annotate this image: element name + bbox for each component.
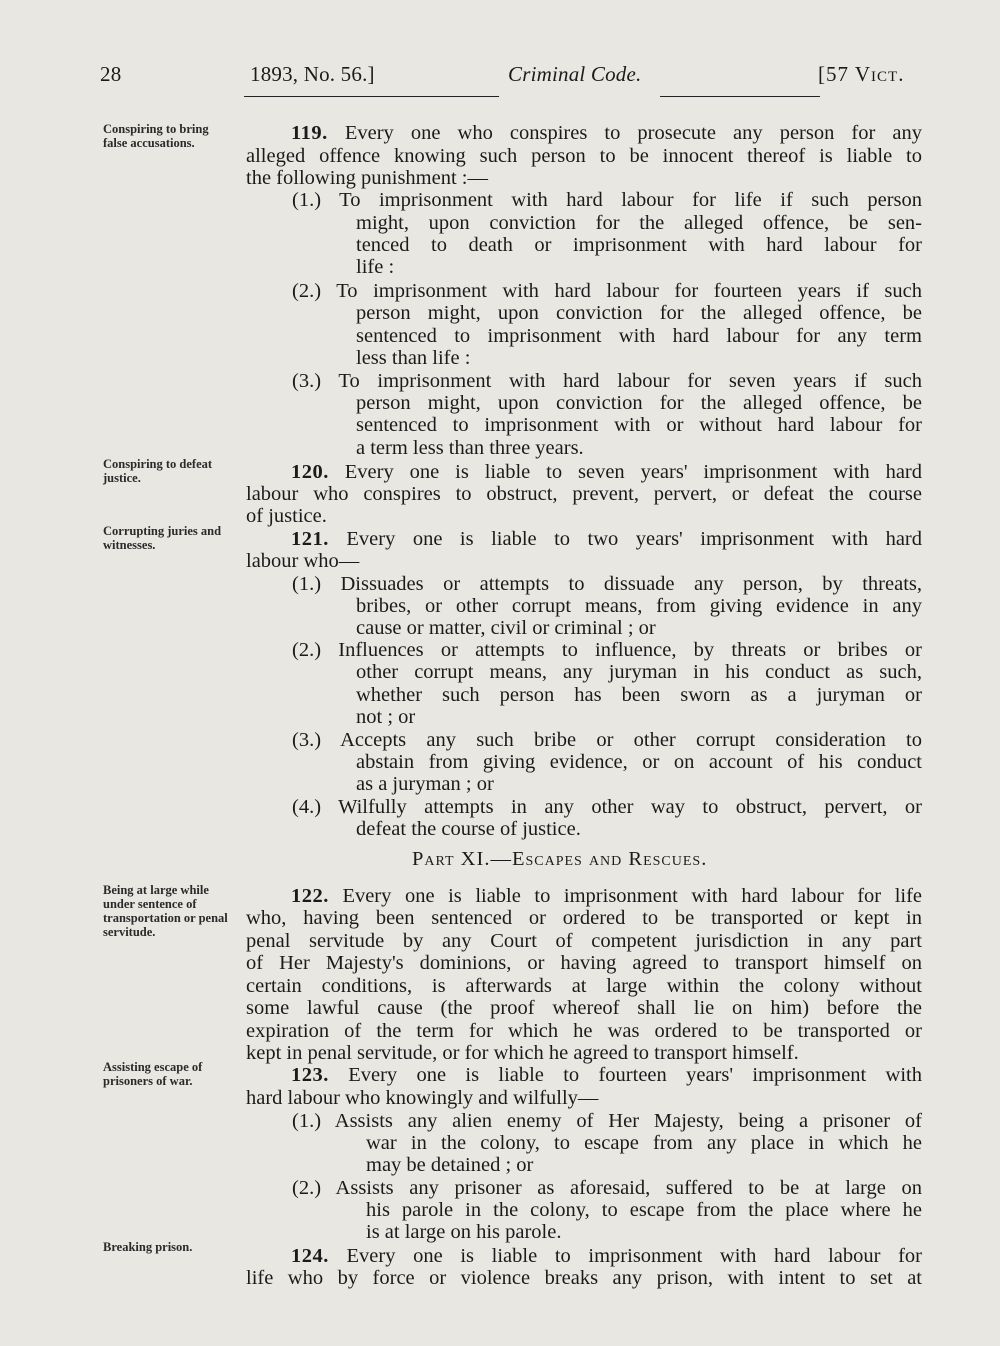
text-line	[246, 1042, 799, 1064]
section-line-start	[291, 1245, 922, 1267]
line-text: war in the colony, to escape from any place in which he	[366, 1132, 922, 1154]
text-line	[246, 1020, 922, 1042]
text-line	[246, 167, 488, 189]
regnal-year: [57 Vict.	[818, 62, 905, 86]
text-line	[246, 1087, 598, 1109]
line-text: To imprisonment with hard labour for seven years if such	[338, 370, 922, 392]
line-text: Dissuades or attempts to dissuade any person, by threats,	[340, 573, 923, 595]
section-line-start	[292, 370, 922, 392]
subsection-number: (3.)	[292, 729, 322, 751]
line-text: who, having been sentenced or ordered to be transported or kept in	[246, 907, 922, 929]
text-line	[356, 661, 922, 683]
line-text: Every one who conspires to prosecute any person for any	[344, 122, 922, 144]
line-text: To imprisonment with hard labour for life if such person	[339, 189, 922, 211]
section-line-start	[292, 573, 922, 595]
text-line	[356, 302, 922, 324]
line-text: labour who conspires to obstruct, prevent, pervert, or defeat the course	[246, 483, 922, 505]
line-text: a term less than three years.	[356, 437, 584, 459]
line-text: not ; or	[356, 706, 416, 728]
margin-note-123: Assisting escape of prisoners of war.	[103, 1060, 203, 1088]
line-text: defeat the course of justice.	[356, 818, 581, 840]
subsection-number: (2.)	[292, 1177, 322, 1199]
line-text: kept in penal servitude, or for which he agreed to transport himself.	[246, 1042, 799, 1064]
line-text: certain conditions, is afterwards at large within the colony without	[246, 975, 922, 997]
line-text: some lawful cause (the proof whereof shall lie on him) before the	[246, 997, 922, 1019]
text-line	[366, 1199, 922, 1221]
section-line-start	[291, 122, 922, 144]
header-rule-right	[660, 96, 820, 97]
section-number: 124.	[291, 1245, 329, 1267]
line-text: the following punishment :—	[246, 167, 488, 189]
line-text: life :	[356, 256, 395, 278]
line-text: person might, upon conviction for the alleged offence, be	[356, 392, 922, 414]
text-line	[246, 505, 327, 527]
line-text: less than life :	[356, 347, 471, 369]
text-line	[356, 706, 415, 728]
line-text: alleged offence knowing such person to be innocent thereof is liable to	[246, 145, 922, 167]
text-line	[246, 952, 922, 974]
line-text: Influences or attempts to influence, by threats or bribes or	[338, 639, 922, 661]
section-line-start	[292, 189, 922, 211]
header-rule-left	[244, 96, 499, 97]
line-text: hard labour who knowingly and wilfully—	[246, 1087, 599, 1109]
line-text: tenced to death or imprisonment with hard labour for	[356, 234, 922, 256]
text-line	[356, 347, 470, 369]
line-text: Every one is liable to fourteen years' imprisonment with	[348, 1064, 922, 1086]
line-text: bribes, or other corrupt means, from giving evidence in any	[356, 595, 922, 617]
line-text: Assists any alien enemy of Her Majesty, being a prisoner of	[334, 1110, 923, 1132]
line-text: person might, upon conviction for the alleged offence, be	[356, 302, 922, 324]
subsection-number: (2.)	[292, 280, 322, 302]
section-line-start	[292, 729, 922, 751]
act-reference: 1893, No. 56.]	[250, 62, 375, 86]
section-line-start	[292, 1110, 922, 1132]
text-line	[246, 1267, 922, 1289]
text-line	[356, 414, 922, 436]
text-line	[356, 437, 584, 459]
section-line-start	[292, 796, 922, 818]
subsection-number: (4.)	[292, 796, 322, 818]
margin-note-119: Conspiring to bring false accusations.	[103, 122, 209, 150]
text-line	[246, 907, 922, 929]
section-line-start	[291, 528, 922, 550]
section-line-start	[291, 1064, 922, 1086]
text-line	[356, 773, 494, 795]
margin-note-124: Breaking prison.	[103, 1240, 193, 1254]
line-text: is at large on his parole.	[366, 1221, 562, 1243]
text-line	[356, 595, 922, 617]
line-text: cause or matter, civil or criminal ; or	[356, 617, 656, 639]
page-number: 28	[100, 62, 122, 86]
line-text: whether such person has been sworn as a juryman or	[356, 684, 922, 706]
text-line	[356, 751, 922, 773]
line-text: Every one is liable to imprisonment with hard labour for	[346, 1245, 922, 1267]
subsection-number: (3.)	[292, 370, 322, 392]
section-number: 120.	[291, 461, 329, 483]
margin-note-122: Being at large while under sentence of transportation or penal servitude.	[103, 883, 228, 939]
line-text: expiration of the term for which he was ordered to be transported or	[246, 1020, 922, 1042]
text-line	[366, 1221, 561, 1243]
text-line	[246, 550, 359, 572]
section-number: 122.	[291, 885, 329, 907]
text-line	[356, 684, 922, 706]
text-line	[356, 256, 394, 278]
margin-note-120: Conspiring to defeat justice.	[103, 457, 213, 485]
line-text: as a juryman ; or	[356, 773, 494, 795]
line-text: life who by force or violence breaks any prison, with intent to set at	[246, 1267, 922, 1289]
text-line	[356, 818, 581, 840]
running-title: Criminal Code.	[508, 62, 642, 86]
section-line-start	[292, 639, 922, 661]
line-text: Assists any prisoner as aforesaid, suffered to be at large on	[335, 1177, 922, 1199]
text-line	[246, 930, 922, 952]
line-text: sentenced to imprisonment with hard labour for any term	[356, 325, 922, 347]
section-number: 119.	[291, 122, 328, 144]
text-line	[356, 234, 922, 256]
text-line	[356, 617, 656, 639]
text-line	[246, 483, 922, 505]
line-text: Every one is liable to two years' imprisonment with hard	[346, 528, 922, 550]
subsection-number: (1.)	[292, 1110, 322, 1132]
line-text: Every one is liable to imprisonment with hard labour for life	[342, 885, 923, 907]
text-line	[366, 1132, 922, 1154]
line-text: labour who—	[246, 550, 360, 572]
section-number: 123.	[291, 1064, 329, 1086]
line-text: Wilfully attempts in any other way to obstruct, pervert, or	[338, 796, 922, 818]
subsection-number: (2.)	[292, 639, 322, 661]
line-text: sentenced to imprisonment with or without hard labour for	[356, 414, 922, 436]
section-line-start	[291, 461, 922, 483]
line-text: To imprisonment with hard labour for fourteen years if such	[336, 280, 922, 302]
margin-note-121: Corrupting juries and witnesses.	[103, 524, 222, 552]
line-text: abstain from giving evidence, or on account of his conduct	[356, 751, 922, 773]
text-line	[246, 975, 922, 997]
line-text: Every one is liable to seven years' imprisonment with hard	[344, 461, 922, 483]
line-text: penal servitude by any Court of competent jurisdiction in any part	[246, 930, 922, 952]
subsection-number: (1.)	[292, 573, 322, 595]
subsection-number: (1.)	[292, 189, 322, 211]
line-text: of Her Majesty's dominions, or having agreed to transport himself on	[246, 952, 922, 974]
line-text: his parole in the colony, to escape from the place where he	[366, 1199, 922, 1221]
text-line	[246, 997, 922, 1019]
text-line	[356, 325, 922, 347]
line-text: of justice.	[246, 505, 327, 527]
section-line-start	[291, 885, 922, 907]
line-text: may be detained ; or	[366, 1154, 534, 1176]
line-text: Accepts any such bribe or other corrupt consideration to	[340, 729, 922, 751]
text-line	[246, 145, 922, 167]
text-line	[366, 1154, 533, 1176]
line-text: other corrupt means, any juryman in his conduct as such,	[356, 661, 922, 683]
part-heading: Part XI.—Escapes and Rescues.	[412, 848, 708, 870]
line-text: might, upon conviction for the alleged offence, be sen-	[356, 212, 922, 234]
text-line	[356, 212, 922, 234]
section-number: 121.	[291, 528, 329, 550]
text-line	[356, 392, 922, 414]
section-line-start	[292, 1177, 922, 1199]
section-line-start	[292, 280, 922, 302]
